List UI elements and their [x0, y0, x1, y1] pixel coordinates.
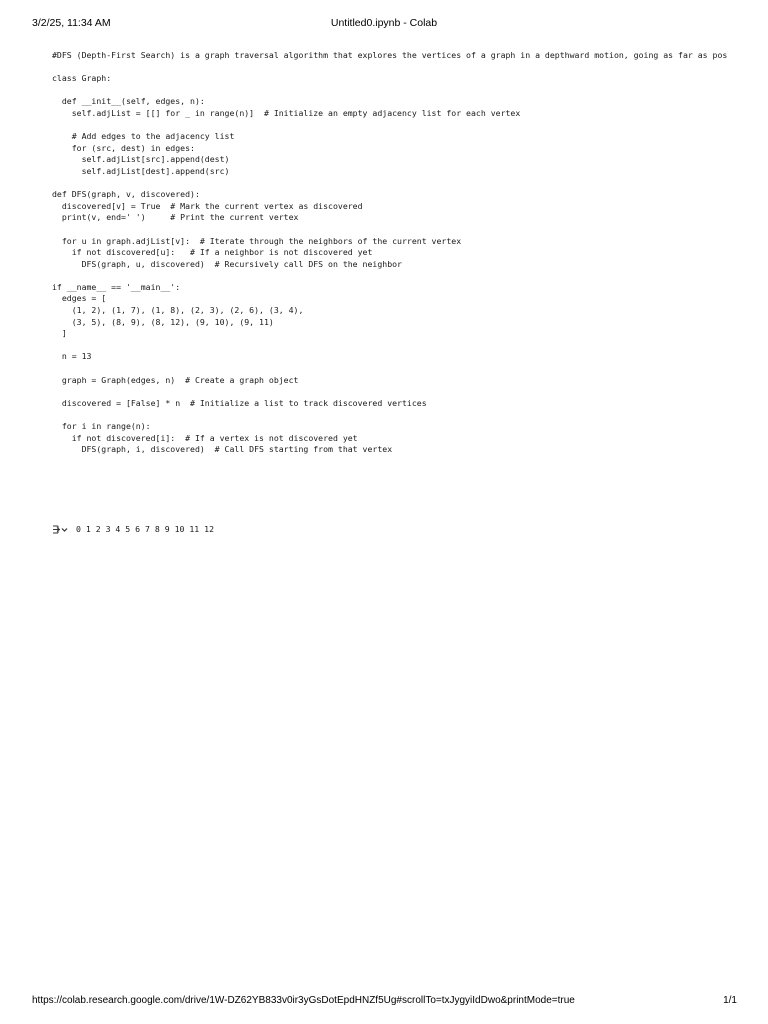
- print-header: [0, 17, 768, 31]
- code-line: def __init__(self, edges, n):: [52, 96, 205, 107]
- code-line: if __name__ == '__main__':: [52, 281, 181, 292]
- code-line: [52, 340, 752, 352]
- code-line: [52, 270, 752, 282]
- code-line: DFS(graph, i, discovered) # Call DFS starting from that vertex: [52, 444, 393, 455]
- code-line: if not discovered[i]: # If a vertex is not discovered yet: [52, 432, 358, 443]
- code-line: def DFS(graph, v, discovered):: [52, 189, 200, 200]
- code-line: [52, 363, 752, 375]
- output-toggle-icon[interactable]: [52, 524, 68, 535]
- code-line: DFS(graph, u, discovered) # Recursively call DFS on the neighbor: [52, 258, 402, 269]
- print-datetime: 3/2/25, 11:34 AM: [32, 17, 111, 29]
- code-line: for i in range(n):: [52, 421, 151, 431]
- code-line: discovered = [False] * n # Initialize a list to track discovered vertices: [52, 397, 427, 408]
- page-number: 1/1: [723, 995, 737, 1006]
- code-cell[interactable]: [52, 50, 752, 456]
- code-line: [52, 62, 752, 74]
- code-line: [52, 178, 752, 190]
- code-line: for (src, dest) in edges:: [52, 142, 195, 153]
- code-line: [52, 224, 752, 236]
- code-line: ]: [52, 328, 67, 339]
- code-line: class Graph:: [52, 73, 112, 84]
- output-text: 0 1 2 3 4 5 6 7 8 9 10 11 12: [76, 524, 215, 534]
- cell-output: [52, 522, 214, 536]
- code-line: print(v, end=' ') # Print the current vertex: [52, 212, 299, 223]
- notebook-title: Untitled0.ipynb - Colab: [330, 17, 438, 29]
- code-line: # Add edges to the adjacency list: [52, 131, 235, 142]
- code-line: [52, 386, 752, 398]
- code-line: edges = [: [52, 293, 107, 304]
- code-line: [52, 120, 752, 132]
- code-line: #DFS (Depth-First Search) is a graph traversal algorithm that explores the vertices of a graph in a depthward motion, going as far as pos: [52, 50, 728, 60]
- code-line: if not discovered[u]: # If a neighbor is not discovered yet: [52, 247, 373, 258]
- code-line: (1, 2), (1, 7), (1, 8), (2, 3), (2, 6), (3, 4),: [52, 305, 304, 316]
- print-footer: [0, 995, 768, 1009]
- code-line: n = 13: [52, 351, 92, 362]
- code-line: for u in graph.adjList[v]: # Iterate through the neighbors of the current vertex: [52, 235, 462, 246]
- code-line: graph = Graph(edges, n) # Create a graph object: [52, 374, 299, 385]
- code-line: self.adjList = [[] for _ in range(n)] # Initialize an empty adjacency list for each vertex: [52, 107, 521, 118]
- footer-url: https://colab.research.google.com/drive/1W-DZ62YB833v0ir3yGsDotEpdHNZf5Ug#scrollTo=txJygyiIdDwo&printMode=true: [32, 995, 575, 1006]
- code-line: [52, 409, 752, 421]
- code-line: self.adjList[src].append(dest): [52, 154, 230, 165]
- code-line: [52, 85, 752, 97]
- code-line: self.adjList[dest].append(src): [52, 165, 230, 176]
- code-line: (3, 5), (8, 9), (8, 12), (9, 10), (9, 11): [52, 316, 274, 327]
- code-line: discovered[v] = True # Mark the current vertex as discovered: [52, 200, 363, 211]
